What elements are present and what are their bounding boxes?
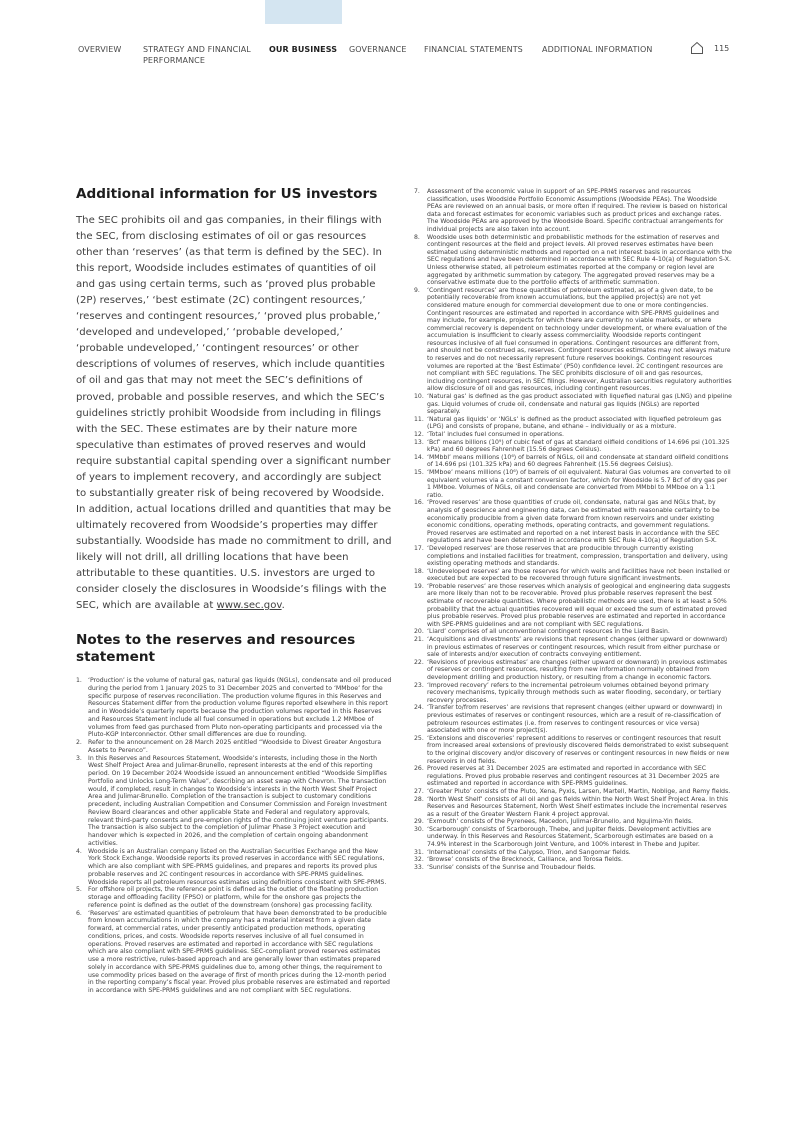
- note-item: [76, 677, 392, 739]
- note-number: 13.: [414, 438, 424, 446]
- note-text: ‘MMbbl’ means millions (10⁶) of barrels of NGLs, oil and condensate at standard oilfield conditions of 14.696 psi (101.325 kPa) and 60 degrees Fahrenheit (15.56 degrees Celsius).: [427, 453, 729, 469]
- note-text: ‘Production’ is the volume of natural gas, natural gas liquids (NGLs), condensate and oil produced during the period from 1 January 2025 to 31 December 2025 and converted to ‘MMboe’ for the specific purpose of reserves reconciliation. The production volume figures in this Reserves and Resources Statement differ from the production volume figures reported elsewhere in this report and in Woodside’s quarterly reports because the production volumes reported in this Reserves and Resources Statement include all fuel consumed in operations but exclude 1.2 MMboe of volumes from feed gas purchased from Pluto non-operating participants and processed via the Pluto-KGP Interconnector. Other small differences are due to rounding.: [88, 677, 392, 739]
- page-number: 115: [714, 44, 730, 53]
- note-number: 20.: [414, 628, 424, 636]
- note-number: 22.: [414, 658, 424, 666]
- note-text: ‘Undeveloped reserves’ are those reserves for which wells and facilities have not been installed or executed but are expected to be recovered through future significant investments.: [427, 567, 730, 583]
- note-item: [414, 818, 732, 826]
- note-text: ‘Liard’ comprises of all unconventional contingent resources in the Liard Basin.: [427, 628, 670, 636]
- note-number: 15.: [414, 468, 424, 476]
- note-item: [414, 416, 732, 431]
- note-text: In this Reserves and Resources Statement, Woodside’s interests, including those in the North West Shelf Project Area and Julimar-Brunello, represent interests at the end of this reporting period. On 19 December 2024 Woodside issued an announcement entitled “Woodside Simplifies Portfolio and Unlocks Long-Term Value”, describing an asset swap with Chevron. The transaction would, if completed, result in changes to Woodside’s interests in the North West Shelf Project Area and Julimar-Brunello. Completion of the transaction is subject to customary conditions precedent, including Australian Competition and Consumer Commission and Foreign Investment Review Board clearances and other applicable State and Federal and regulatory approvals, relevant third-party consents and pre-emption rights of the continuing joint venture participants. The transaction is also subject to the completion of Julimar Phase 3 Project execution and handover which is expected in 2026, and the completion of certain ongoing abandonment activities.: [88, 754, 389, 847]
- note-text: ‘Proved reserves’ are those quantities of crude oil, condensate, natural gas and NGLs that, by analysis of geoscience and engineering data, can be estimated with reasonable certainty to be economically producible from a given date forward from known reservoirs and under existing economic conditions, operating methods, operating contracts, and government regulations. Proved reserves are estimated and reported on a net interest basis in accordance with the SEC regulations and have been determined in accordance with SEC Rule 4-10(a) of Regulation S-X.: [427, 499, 720, 545]
- note-number: 9.: [414, 286, 420, 294]
- note-number: 21.: [414, 636, 424, 644]
- note-number: 17.: [414, 544, 424, 552]
- note-text: ‘Sunrise’ consists of the Sunrise and Troubadour fields.: [427, 863, 596, 871]
- note-text: ‘Developed reserves’ are those reserves that are producible through currently existing completions and installed facilities for treatment, compression, transportation and delivery, using existing operating methods and standards.: [427, 544, 728, 568]
- notes-list-left: [76, 677, 392, 995]
- right-column: [414, 188, 732, 871]
- note-text: ‘Contingent resources’ are those quantities of petroleum estimated, as of a given date, to be potentially recoverable from known accumulations, but the applied project(s) are not yet considered mature enough for commercial development due to one or more contingencies. Contingent resources are estimated and reported in accordance with SPE-PRMS guidelines and may include, for example, projects for which there are currently no viable markets, or where commercial recovery is dependent on technology under development, or where evaluation of the accumulation is insufficient to clearly assess commerciality. Woodside reports contingent resources inclusive of all fuel consumed in operations. Contingent resources are different from, and should not be construed as, reserves. Contingent resources estimates may not always mature to reserves and do not necessarily represent future reserves bookings. Contingent resources volumes are reported at the ‘Best Estimate’ (P50) confidence level. 2C contingent resources are not compliant with SEC regulations. The SEC prohibits disclosure of oil and gas resources, including contingent resources, in SEC filings. However, Australian securities regulatory authorities allow disclosure of oil and gas resources, including contingent resources.: [427, 286, 732, 393]
- us-investors-heading: Additional information for US investors: [76, 186, 378, 202]
- note-item: [414, 568, 732, 583]
- note-number: 2.: [76, 739, 82, 747]
- note-number: 29.: [414, 818, 424, 826]
- nav-strategy-financial-performance[interactable]: STRATEGY AND FINANCIAL PERFORMANCE: [143, 45, 251, 65]
- note-item: [414, 659, 732, 682]
- note-number: 18.: [414, 567, 424, 575]
- note-text: ‘Browse’ consists of the Brecknock, Calliance, and Torosa fields.: [427, 856, 623, 864]
- note-item: [76, 910, 392, 995]
- note-text: Assessment of the economic value in support of an SPE-PRMS reserves and resources classification, uses Woodside Portfolio Economic Assumptions (Woodside PEAs). The Woodside PEAs are reviewed on an annual basis, or more often if required. The review is based on historical data and forecast estimates for economic variables such as product prices and exchange rates. The Woodside PEAs are approved by the Woodside Board. Specific contractual arrangements for individual projects are also taken into account.: [427, 188, 728, 233]
- note-number: 31.: [414, 848, 424, 856]
- note-text: ‘Acquisitions and divestments’ are revisions that represent changes (either upward or downward) in previous estimates of reserves or contingent resources, which result from either purchase or sale of interests and/or execution of contracts conveying entitlement.: [427, 636, 728, 659]
- note-item: [414, 431, 732, 439]
- note-item: [76, 739, 392, 755]
- note-text: ‘Transfer to/from reserves’ are revisions that represent changes (either upward or downward) in previous estimates of reserves or contingent resources, which are a result of re-classification of petroleum resources estimates (i.e. from reserves to contingent resources or vice versa) associated with one or more project(s).: [427, 704, 723, 735]
- note-number: 12.: [414, 431, 424, 438]
- note-item: [414, 628, 732, 636]
- note-item: [414, 682, 732, 705]
- note-item: [414, 499, 732, 545]
- note-item: [414, 469, 732, 499]
- note-text: ‘Revisions of previous estimates’ are changes (either upward or downward) in previous estimates of reserves or contingent resources, resulting from new information normally obtained from development drilling and production history, or resulting from a change in economic factors.: [427, 658, 728, 681]
- note-text: ‘Total’ includes fuel consumed in operations.: [427, 431, 564, 438]
- note-text: ‘Scarborough’ consists of Scarborough, Thebe, and Jupiter fields. Development activities are underway. In this Reserves and Resources Statement, Scarborough estimates are based on a 74.9% interest in the Scarborough Joint Venture, and 100% interest in Thebe and Jupiter.: [427, 825, 714, 849]
- note-number: 6.: [76, 909, 82, 917]
- nav-overview[interactable]: OVERVIEW: [78, 45, 122, 54]
- note-item: [414, 454, 732, 469]
- note-item: [414, 765, 732, 788]
- note-number: 19.: [414, 582, 424, 590]
- notes-list-right: [414, 188, 732, 871]
- note-number: 11.: [414, 415, 424, 423]
- note-number: 5.: [76, 886, 82, 894]
- note-text: ‘Exmouth’ consists of the Pyrenees, Macedon, Julimar-Brunello, and Ngujima-Yin fields.: [427, 818, 693, 826]
- note-number: 16.: [414, 499, 424, 507]
- note-number: 23.: [414, 681, 424, 689]
- note-text: Woodside uses both deterministic and probabilistic methods for the estimation of reserves and contingent resources at the field and project levels. All proved reserves estimates have been estimated using deterministic methods and reported on a net interest basis in accordance with the SEC regulations and have been determined in accordance with SEC Rule 4-10(a) of Regulation S-X. Unless otherwise stated, all petroleum estimates reported at the company or region level are aggregated by arithmetic summation by category. The aggregated proved reserves may be a conservative estimate due to the portfolio effects of arithmetic summation.: [427, 233, 732, 287]
- note-item: [76, 755, 392, 848]
- note-number: 32.: [414, 856, 424, 864]
- note-number: 8.: [414, 233, 420, 241]
- note-text: ‘Extensions and discoveries’ represent additions to reserves or contingent resources that result from increased areal extensions of previously discovered fields demonstrated to exist subsequent to the original discovery and/or discovery of reserves or contingent resources in new fields or new reservoirs in old fields.: [427, 734, 730, 765]
- note-item: [414, 545, 732, 568]
- nav-our-business[interactable]: OUR BUSINESS: [269, 45, 338, 54]
- note-number: 4.: [76, 847, 82, 855]
- note-text: ‘Reserves’ are estimated quantities of petroleum that have been demonstrated to be producible from known accumulations in which the company has a material interest from a given date forward, at commercial rates, under presently anticipated production methods, operating conditions, prices, and costs. Woodside reports reserves inclusive of all fuel consumed in operations. Proved reserves are estimated and reported in accordance with SEC regulations which are also compliant with SPE-PRMS guidelines. SEC-compliant proved reserves estimates use a more restrictive, rules-based approach and are generally lower than estimates prepared solely in accordance with SPE-PRMS guidelines due to, among other things, the requirement to use commodity prices based on the average of first of month prices during the 12-month period in the reporting company’s fiscal year. Proved plus probable reserves are estimated and reported in accordance with SPE-PRMS guidelines and are not compliant with SEC regulations.: [88, 909, 390, 995]
- active-section-tab-accent: [265, 0, 342, 24]
- note-number: 10.: [414, 393, 424, 401]
- note-item: [414, 788, 732, 796]
- note-text: ‘Probable reserves’ are those reserves which analysis of geological and engineering data suggests are more likely than not to be recoverable. Proved plus probable reserves represent the best estimate of recoverable quantities. Where probabilistic methods are used, there is at least a 50% probability that the actual quantities recovered will equal or exceed the sum of estimated proved plus probable reserves. Proved plus probable reserves are estimated and reported in accordance with SPE-PRMS guidelines and are not compliant with SEC regulations.: [427, 582, 731, 628]
- note-number: 27.: [414, 787, 424, 795]
- note-text: Refer to the announcement on 28 March 2025 entitled “Woodside to Divest Greater Angostura Assets to Perenco”.: [88, 739, 382, 754]
- note-item: [414, 864, 732, 872]
- note-text: ‘Natural gas liquids’ or ‘NGLs’ is defined as the product associated with liquefied petroleum gas (LPG) and consists of propane, butane, and ethane – individually or as a mixture.: [427, 415, 722, 431]
- note-item: [76, 886, 392, 909]
- note-text: Woodside is an Australian company listed on the Australian Securities Exchange and the New York Stock Exchange. Woodside reports its proved reserves in accordance with SEC regulations, which are also compliant with SPE-PRMS guidelines, and prepares and reports its proved plus probable reserves and 2C contingent resources in accordance with SPE-PRMS guidelines. Woodside reports all petroleum resources estimates using definitions consistent with SPE-PRMS.: [88, 847, 387, 886]
- note-number: 7.: [414, 188, 420, 195]
- note-text: ‘Natural gas’ is defined as the gas product associated with liquefied natural gas (LNG) and pipeline gas. Liquid volumes of crude oil, condensate and natural gas liquids (NGLs) are reported separately.: [427, 393, 732, 416]
- note-number: 3.: [76, 754, 82, 762]
- note-number: 24.: [414, 704, 424, 712]
- note-number: 33.: [414, 863, 424, 871]
- note-item: [414, 704, 732, 734]
- sec-website-link[interactable]: www.sec.gov: [216, 600, 282, 612]
- note-item: [414, 826, 732, 849]
- note-text: ‘Bcf’ means billions (10⁹) of cubic feet of gas at standard oilfield conditions of 14.696 psi (101.325 kPa) and 60 degrees Fahrenheit (15.56 degrees Celsius).: [427, 438, 730, 454]
- top-navigation: [0, 44, 793, 72]
- note-item: [76, 848, 392, 887]
- note-number: 25.: [414, 734, 424, 742]
- nav-financial-statements[interactable]: FINANCIAL STATEMENTS: [424, 45, 523, 54]
- note-text: Proved reserves at 31 December 2025 are estimated and reported in accordance with SEC regulations. Proved plus probable reserves and contingent resources at 31 December 2025 are estimated and reported in accordance with SPE-PRMS guidelines.: [427, 765, 720, 788]
- note-item: [414, 849, 732, 857]
- note-item: [414, 796, 732, 819]
- note-item: [414, 188, 732, 234]
- note-text: ‘MMboe’ means millions (10⁶) of barrels of oil equivalent. Natural Gas volumes are converted to oil equivalent volumes via a constant conversion factor, which for Woodside is 5.7 Bcf of dry gas per 1 MMboe. Volumes of NGLs, oil and condensate are converted from MMbbl to MMboe on a 1:1 ratio.: [427, 468, 731, 499]
- note-number: 30.: [414, 825, 424, 833]
- note-item: [414, 393, 732, 416]
- nav-additional-information[interactable]: ADDITIONAL INFORMATION: [542, 45, 653, 54]
- note-text: For offshore oil projects, the reference point is defined as the outlet of the floating production storage and offloading facility (FPSO) or platform, while for the onshore gas projects the reference point is defined as the outlet of the downstream (onshore) gas processing facility.: [88, 886, 379, 909]
- left-column: [76, 186, 392, 995]
- note-number: 28.: [414, 795, 424, 803]
- note-item: [414, 439, 732, 454]
- notes-heading: Notes to the reserves and resources statement: [76, 632, 356, 666]
- note-text: ‘International’ consists of the Calypso, Trion, and Sangomar fields.: [427, 848, 631, 856]
- note-text: ‘North West Shelf’ consists of all oil and gas fields within the North West Shelf Project Area. In this Reserves and Resources Statement, North West Shelf estimates include the incremental reserves as a result of the Greater Western Flank 4 project approval.: [427, 795, 729, 818]
- note-item: [414, 735, 732, 765]
- note-item: [414, 856, 732, 864]
- note-item: [414, 234, 732, 287]
- note-item: [414, 583, 732, 629]
- note-text: ‘Improved recovery’ refers to the incremental petroleum volumes obtained beyond primary recovery mechanisms, typically through methods such as water flooding, secondary, or tertiary recovery processes.: [427, 681, 722, 704]
- note-text: ‘Greater Pluto’ consists of the Pluto, Xena, Pyxis, Larsen, Martell, Martin, Noblige, and Remy fields.: [427, 787, 731, 795]
- note-item: [414, 636, 732, 659]
- us-investors-body: The SEC prohibits oil and gas companies, in their filings with the SEC, from disclosing estimates of oil or gas resources other than ‘reserves’ (as that term is defined by the SEC). In this report, Woodside includes estimates of quantities of oil and gas using certain terms, such as ‘proved plus probable (2P) reserves,’ ‘best estimate (2C) contingent resources,’ ‘reserves and contingent resources,’ ‘proved plus probable,’ ‘developed and undeveloped,’ ‘probable developed,’ ‘probable undeveloped,’ ‘contingent resources’ or other descriptions of volumes of reserves, which include quantities of oil and gas that may not meet the SEC’s definitions of proved, probable and possible reserves, and which the SEC’s guidelines strictly prohibit Woodside from including in filings with the SEC. These estimates are by their nature more speculative than estimates of proved reserves and would require substantial capital spending over a significant number of years to implement recovery, and accordingly are subject to substantially greater risk of being recovered by Woodside. In addition, actual locations drilled and quantities that may be ultimately recovered from Woodside’s properties may differ substantially. Woodside has made no commitment to drill, and likely will not drill, all drilling locations that have been attributable to these quantities. U.S. investors are urged to consider closely the disclosures in Woodside’s filings with the SEC, which are available at www.sec.gov.: [76, 215, 392, 612]
- note-number: 26.: [414, 765, 424, 773]
- note-item: [414, 287, 732, 393]
- home-icon[interactable]: [690, 41, 704, 55]
- nav-governance[interactable]: GOVERNANCE: [349, 45, 407, 54]
- note-number: 1.: [76, 677, 82, 685]
- note-number: 14.: [414, 453, 424, 461]
